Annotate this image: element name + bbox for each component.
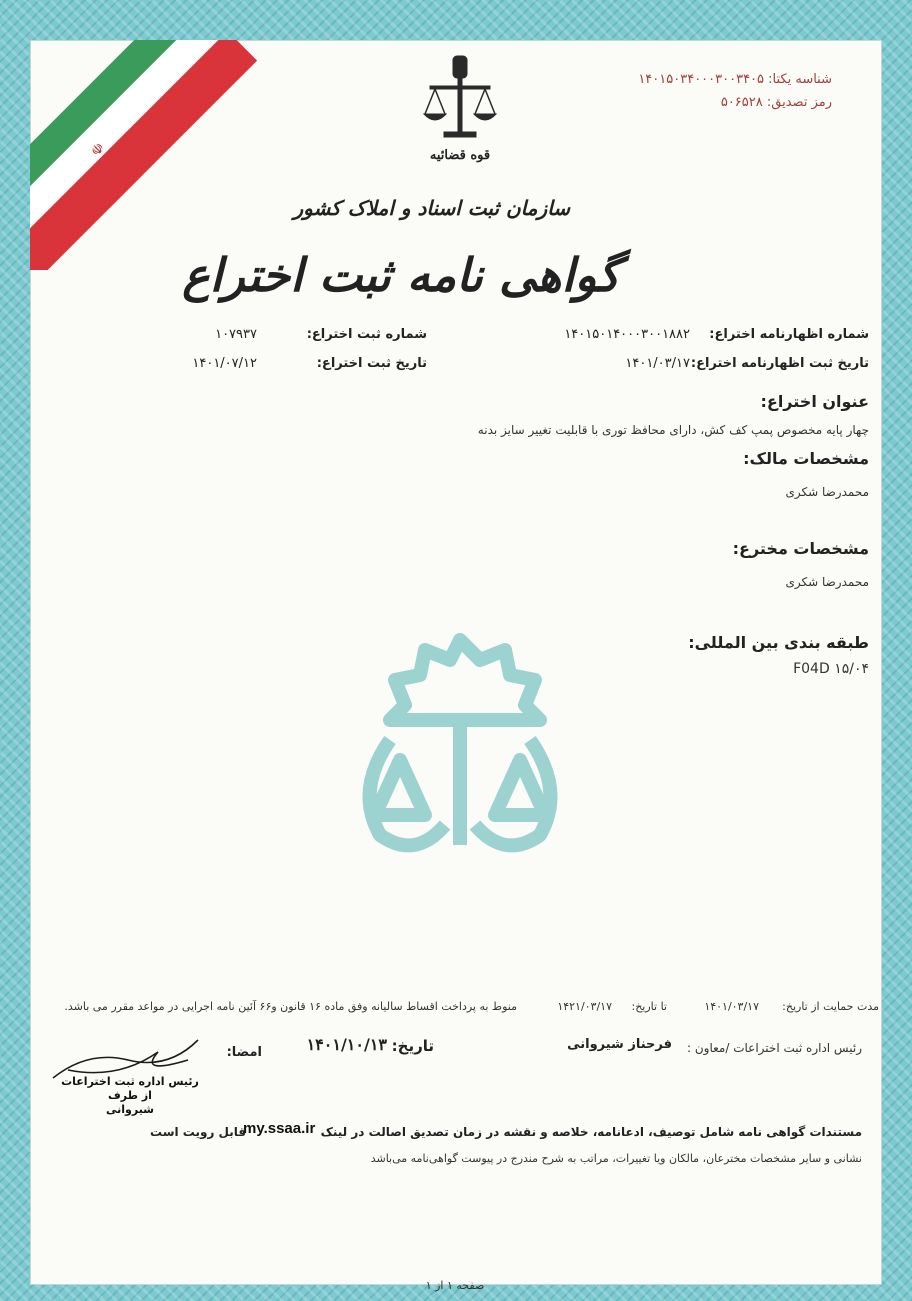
judiciary-watermark-icon — [330, 620, 590, 870]
signature-stamp-line2: از طرف — [108, 1089, 152, 1102]
declaration-date-label: تاریخ ثبت اظهارنامه اختراع: — [690, 356, 869, 371]
flag-emblem-icon: ☫ — [88, 139, 109, 161]
registration-date-label: تاریخ ثبت اختراع: — [316, 356, 427, 371]
declaration-number-label: شماره اظهارنامه اختراع: — [709, 327, 869, 342]
owner-value: محمدرضا شکری — [785, 485, 869, 499]
serial-value: ۱۴۰۱۵۰۳۴۰۰۰۳۰۰۳۴۰۵ — [638, 72, 765, 87]
registration-number-label: شماره ثبت اختراع: — [306, 327, 427, 342]
organization-name: سازمان ثبت اسناد و املاک کشور — [293, 196, 570, 220]
registration-date-value: ۱۴۰۱/۰۷/۱۲ — [192, 356, 257, 371]
signature-stamp-line1: رئیس اداره ثبت اختراعات — [61, 1075, 199, 1088]
page-number: صفحه ۱ از ۱ — [425, 1279, 485, 1292]
invention-title-heading: عنوان اختراع: — [760, 392, 869, 411]
inventor-value: محمدرضا شکری — [785, 575, 869, 589]
support-note: منوط به پرداخت اقساط سالیانه وفق ماده ۱۶ قانون و۶۶ آئین نامه اجرایی در مواعد مقرر می باشد. — [64, 1000, 517, 1013]
verification-code-label: رمز تصدیق: — [766, 95, 832, 110]
judiciary-caption: قوه قضائیه — [429, 148, 491, 163]
signature-stamp — [60, 1075, 200, 1117]
invention-title-value: چهار پایه مخصوص پمپ کف کش، دارای محافظ توری با قابلیت تغییر سایز بدنه — [477, 423, 869, 437]
serial-row — [638, 72, 832, 87]
scales-of-justice-icon — [420, 52, 500, 142]
classification-value: F04D ۱۵/۰۴ — [793, 661, 869, 677]
verification-link[interactable]: my.ssaa.ir — [243, 1120, 316, 1137]
verification-code-value: ۵۰۶۵۲۸ — [720, 95, 763, 110]
support-to-label: تا تاریخ: — [631, 1000, 667, 1013]
signature-stamp-line3: شیروانی — [105, 1103, 155, 1116]
documents-note: مستندات گواهی نامه شامل توصیف، ادعانامه، خلاصه و نقشه در زمان تصدیق اصالت در لینک — [320, 1125, 862, 1139]
registration-number-value: ۱۰۷۹۳۷ — [215, 327, 257, 342]
inventor-heading: مشخصات مخترع: — [732, 539, 869, 558]
declaration-number-value: ۱۴۰۱۵۰۱۴۰۰۰۳۰۰۱۸۸۲ — [564, 327, 690, 342]
classification-heading: طبقه بندی بین المللی: — [688, 633, 869, 652]
declaration-date-value: ۱۴۰۱/۰۳/۱۷ — [625, 356, 690, 371]
code-row — [721, 95, 832, 110]
support-from-label: مدت حمایت از تاریخ: — [782, 1000, 879, 1013]
head-of-office-label: رئیس اداره ثبت اختراعات /معاون : — [687, 1041, 862, 1055]
iran-flag-ribbon — [30, 40, 260, 270]
documents-suffix: قابل رویت است — [150, 1125, 247, 1139]
certificate-title: گواهی نامه ثبت اختراع — [182, 248, 620, 302]
support-to-value: ۱۴۲۱/۰۳/۱۷ — [557, 1000, 612, 1013]
head-of-office-name: فرحناز شیروانی — [567, 1037, 672, 1052]
signature-label: امضا: — [226, 1045, 262, 1060]
issue-date-label: تاریخ: — [391, 1037, 434, 1055]
serial-label: شناسه یکتا: — [768, 72, 832, 87]
owner-heading: مشخصات مالک: — [743, 449, 869, 468]
address-note: نشانی و سایر مشخصات مخترعان، مالکان ویا تغییرات، مراتب به شرح مندرج در پیوست گواهی‌نامه می‌باشد — [370, 1152, 862, 1165]
issue-date-value: ۱۴۰۱/۱۰/۱۳ — [306, 1035, 387, 1054]
support-from-value: ۱۴۰۱/۰۳/۱۷ — [704, 1000, 759, 1013]
